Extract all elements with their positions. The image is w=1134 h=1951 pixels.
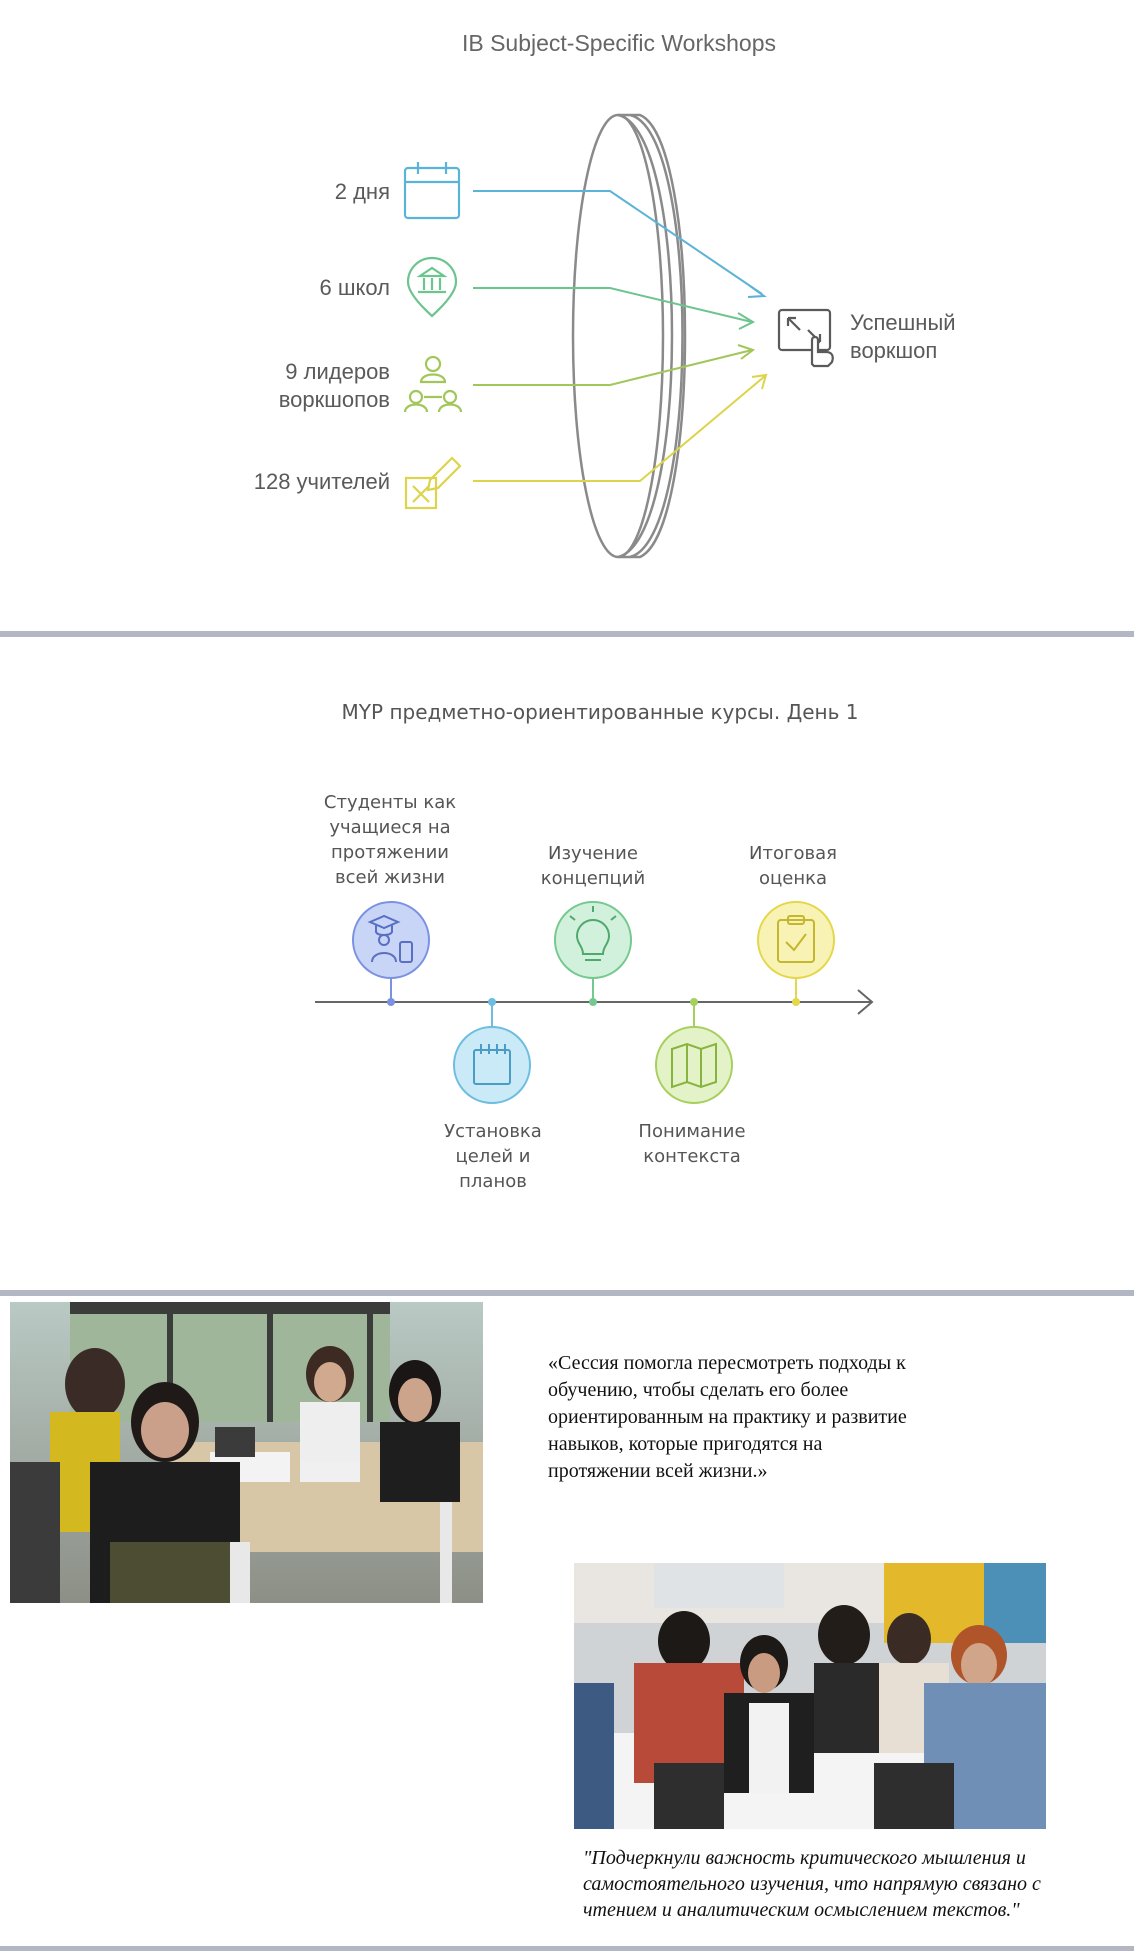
- connector-leaders: [473, 345, 753, 385]
- lens-shape: [573, 115, 685, 557]
- workshop-photo-2: [574, 1563, 1046, 1829]
- workshops-infographic: [0, 0, 1134, 630]
- timeline-label-concepts: Изучение концепций: [540, 843, 646, 889]
- timeline-step-context: [656, 998, 732, 1103]
- timeline-label-lifelong: Студенты как учащиеся на протяжении всей жизни: [323, 792, 457, 888]
- timeline-diagram: [0, 640, 1134, 1280]
- timeline-title: MYP предметно-ориентированные курсы. День 1: [341, 700, 859, 724]
- connector-teachers: [473, 375, 766, 481]
- connector-days: [473, 191, 764, 297]
- timeline-step-concepts: [555, 902, 631, 1006]
- timeline-step-goals: [454, 998, 530, 1103]
- days-label: 2 дня: [334, 179, 390, 204]
- funnel-diagram: [0, 0, 1134, 630]
- bottom-divider: [0, 1946, 1134, 1951]
- section-divider-2: [0, 1290, 1134, 1296]
- timeline-label-assessment: Итоговая оценка: [749, 843, 837, 889]
- timeline-label-goals: Установка целей и планов: [444, 1121, 542, 1192]
- workshop-photo-1: [10, 1302, 483, 1603]
- people-network-icon: [405, 357, 461, 412]
- timeline-step-assessment: [758, 902, 834, 1006]
- teachers-label: 128 учителей: [253, 469, 390, 494]
- workshops-title: IB Subject-Specific Workshops: [461, 30, 777, 56]
- result-label: Успешный воркшоп: [850, 310, 956, 363]
- timeline-label-context: Понимание контекста: [638, 1121, 746, 1167]
- section-divider: [0, 631, 1134, 637]
- timeline-step-lifelong: [353, 902, 429, 1006]
- leaders-label: 9 лидеров воркшопов: [278, 359, 390, 412]
- school-location-icon: [408, 258, 456, 316]
- schools-label: 6 школ: [319, 275, 390, 300]
- connector-schools: [473, 288, 753, 329]
- quote-critical-thinking: "Подчеркнули важность критического мышления и самостоятельного изучения, что напрямую связано с чтением и аналитическим осмыслением текстов.": [583, 1847, 1041, 1921]
- expand-touch-icon: [779, 310, 833, 366]
- calendar-icon: [405, 162, 459, 218]
- quote-session: «Сессия помогла пересмотреть подходы к обучению, чтобы сделать его более ориентированным на практику и развитие навыков, которые пригодятся на протяжении всей жизни.»: [548, 1352, 907, 1482]
- edit-checkbox-icon: [406, 458, 460, 508]
